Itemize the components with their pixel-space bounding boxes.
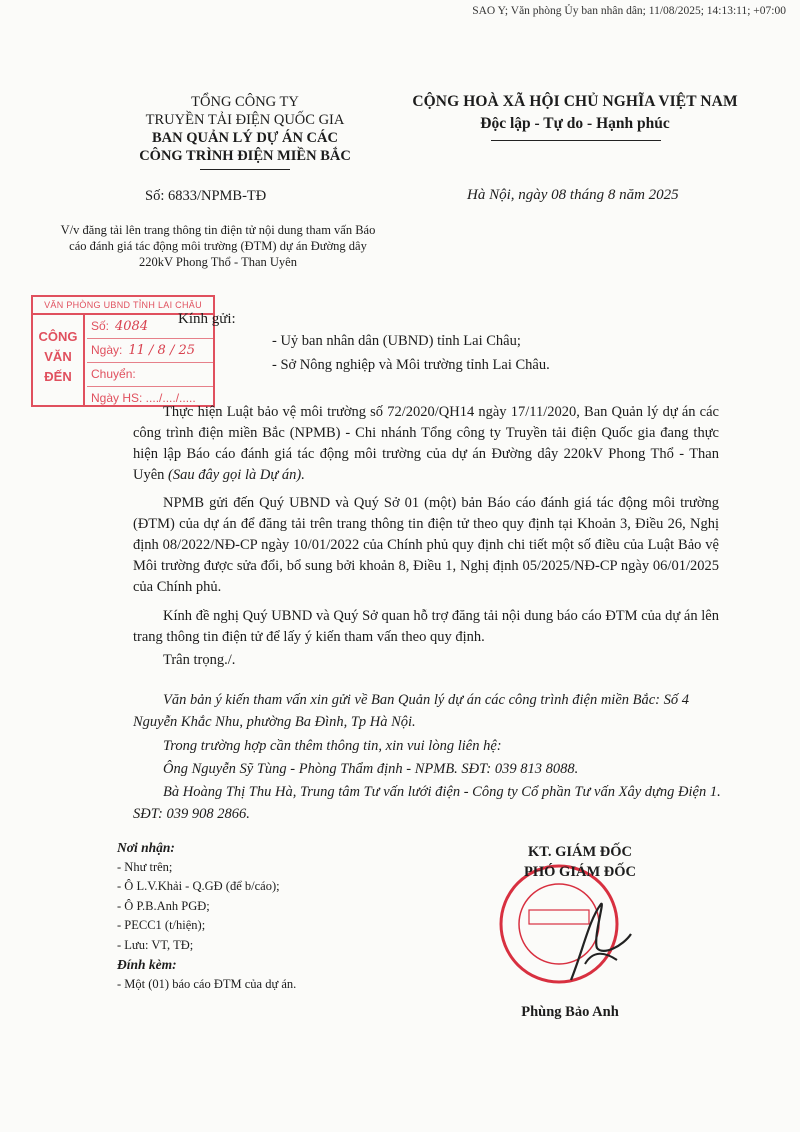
noi-nhan-item: - PECC1 (t/hiện); <box>117 918 206 932</box>
stamp-left-label <box>33 315 85 405</box>
document-subject: V/v đăng tải lên trang thông tin điện tử nội dung tham vấn Báo cáo đánh giá tác động môi trường (ĐTM) dự án Đường dây 220kV Phong Thổ - Than Uyên <box>60 223 376 269</box>
stamp-rows <box>87 315 213 405</box>
stamp-ngayhs-label: Ngày HS: ..../..../..... <box>91 391 196 405</box>
body-paragraph-4: Trân trọng./. <box>163 652 236 668</box>
org-line-2: TRUYỀN TẢI ĐIỆN QUỐC GIA <box>145 112 345 128</box>
nation-underline <box>491 140 661 141</box>
document-number: Số: 6833/NPMB-TĐ <box>145 188 267 204</box>
document-date: Hà Nội, ngày 08 tháng 8 năm 2025 <box>467 187 679 203</box>
body-paragraph-3: Kính đề nghị Quý UBND và Quý Sở quan hỗ trợ đăng tải nội dung báo cáo ĐTM của dự án lên trang thông tin điện tử để lấy ý kiến tham vấn theo quy định. <box>133 608 719 645</box>
body-paragraph-2: NPMB gửi đến Quý UBND và Quý Sở 01 (một) bản Báo cáo đánh giá tác động môi trường (ĐTM) của dự án để đăng tải trên trang thông tin điện tử theo quy định tại Khoản 3, Điều 26, Nghị định 08/2022/NĐ-CP ngày 10/01/2022 của Chính phủ quy định chi tiết một số điều của Luật Bảo vệ Môi trường được sửa đổi, bổ sung bởi khoản 8, Điều 1, Nghị định 05/2025/NĐ-CP ngày 06/01/2025 của Chính phủ. <box>133 495 719 595</box>
noi-nhan-heading: Nơi nhận: <box>117 840 175 855</box>
digital-copy-stamp: SAO Y; Văn phòng Ủy ban nhân dân; 11/08/2025; 14:13:11; +07:00 <box>472 5 786 17</box>
signer-name: Phùng Bảo Anh <box>521 1004 619 1020</box>
stamp-row-ngay <box>87 339 213 363</box>
national-header <box>390 93 760 133</box>
org-line-1: TỔNG CÔNG TY <box>191 94 299 110</box>
noi-nhan-item: - Ô P.B.Anh PGĐ; <box>117 898 210 913</box>
noi-nhan-item: - Lưu: VT, TĐ; <box>117 937 194 952</box>
note-contact-intro: Trong trường hợp cần thêm thông tin, xin vui lòng liên hệ: <box>163 738 502 754</box>
noi-nhan-item: - Như trên; <box>117 859 173 874</box>
p1-italic: (Sau đây gọi là Dự án). <box>168 467 305 483</box>
stamp-label-van: VĂN <box>44 349 72 364</box>
note-contact-2: Bà Hoàng Thị Thu Hà, Trung tâm Tư vấn lưới điện - Công ty Cổ phần Tư vấn Xây dựng Điện 1. SĐT: 039 908 2866. <box>133 784 721 822</box>
stamp-header: VĂN PHÒNG UBND TỈNH LAI CHÂU <box>33 297 213 315</box>
org-line-4: CÔNG TRÌNH ĐIỆN MIỀN BẮC <box>139 148 351 164</box>
recipient-1: - Uỷ ban nhân dân (UBND) tỉnh Lai Châu; <box>272 333 521 349</box>
recipients-list <box>117 838 417 994</box>
attachment-heading: Đính kèm: <box>117 957 177 972</box>
stamp-row-chuyen <box>87 363 213 387</box>
signature-block <box>480 842 680 882</box>
organization-header <box>90 93 400 165</box>
stamp-ngay-value: 11 / 8 / 25 <box>128 343 196 358</box>
recipient-2: - Sở Nông nghiệp và Môi trường tỉnh Lai Châu. <box>272 357 550 373</box>
stamp-ngay-label: Ngày: <box>91 343 123 357</box>
stamp-so-value: 4084 <box>115 319 149 334</box>
body-paragraph-1 <box>133 402 719 486</box>
stamp-chuyen-label: Chuyển: <box>91 367 136 381</box>
note-address: Văn bản ý kiến tham vấn xin gửi về Ban Quản lý dự án các công trình điện miền Bắc: Số 4 Nguyễn Khắc Nhu, phường Ba Đình, Tp Hà Nội. <box>133 692 690 730</box>
stamp-label-den: ĐẾN <box>44 369 72 384</box>
signature-title-1: KT. GIÁM ĐỐC <box>527 844 633 860</box>
salutation: Kính gửi: <box>178 311 236 327</box>
nation-motto: Độc lập - Tự do - Hạnh phúc <box>480 115 670 132</box>
attachment-item: - Một (01) báo cáo ĐTM của dự án. <box>117 976 297 991</box>
org-underline <box>200 169 290 170</box>
stamp-label-cong: CÔNG <box>38 329 78 344</box>
stamp-so-label: Số: <box>91 319 110 333</box>
org-line-3: BAN QUẢN LÝ DỰ ÁN CÁC <box>152 130 338 146</box>
signature-title-2: PHÓ GIÁM ĐỐC <box>524 864 636 880</box>
note-contact-1: Ông Nguyễn Sỹ Tùng - Phòng Thẩm định - NPMB. SĐT: 039 813 8088. <box>163 761 579 777</box>
nation-title: CỘNG HOÀ XÃ HỘI CHỦ NGHĨA VIỆT NAM <box>412 93 738 110</box>
p1-text: Thực hiện Luật bảo vệ môi trường số 72/2020/QH14 ngày 17/11/2020, Ban Quản lý dự án các công trình điện miền Bắc (NPMB) - Chi nhánh Tổng công ty Truyền tải điện Quốc gia đang thực hiện lập Báo cáo đánh giá tác động môi trường của dự án Đường dây 220kV Phong Thổ - Than Uyên <box>133 404 719 483</box>
noi-nhan-item: - Ô L.V.Khải - Q.GĐ (để b/cáo); <box>117 879 280 893</box>
